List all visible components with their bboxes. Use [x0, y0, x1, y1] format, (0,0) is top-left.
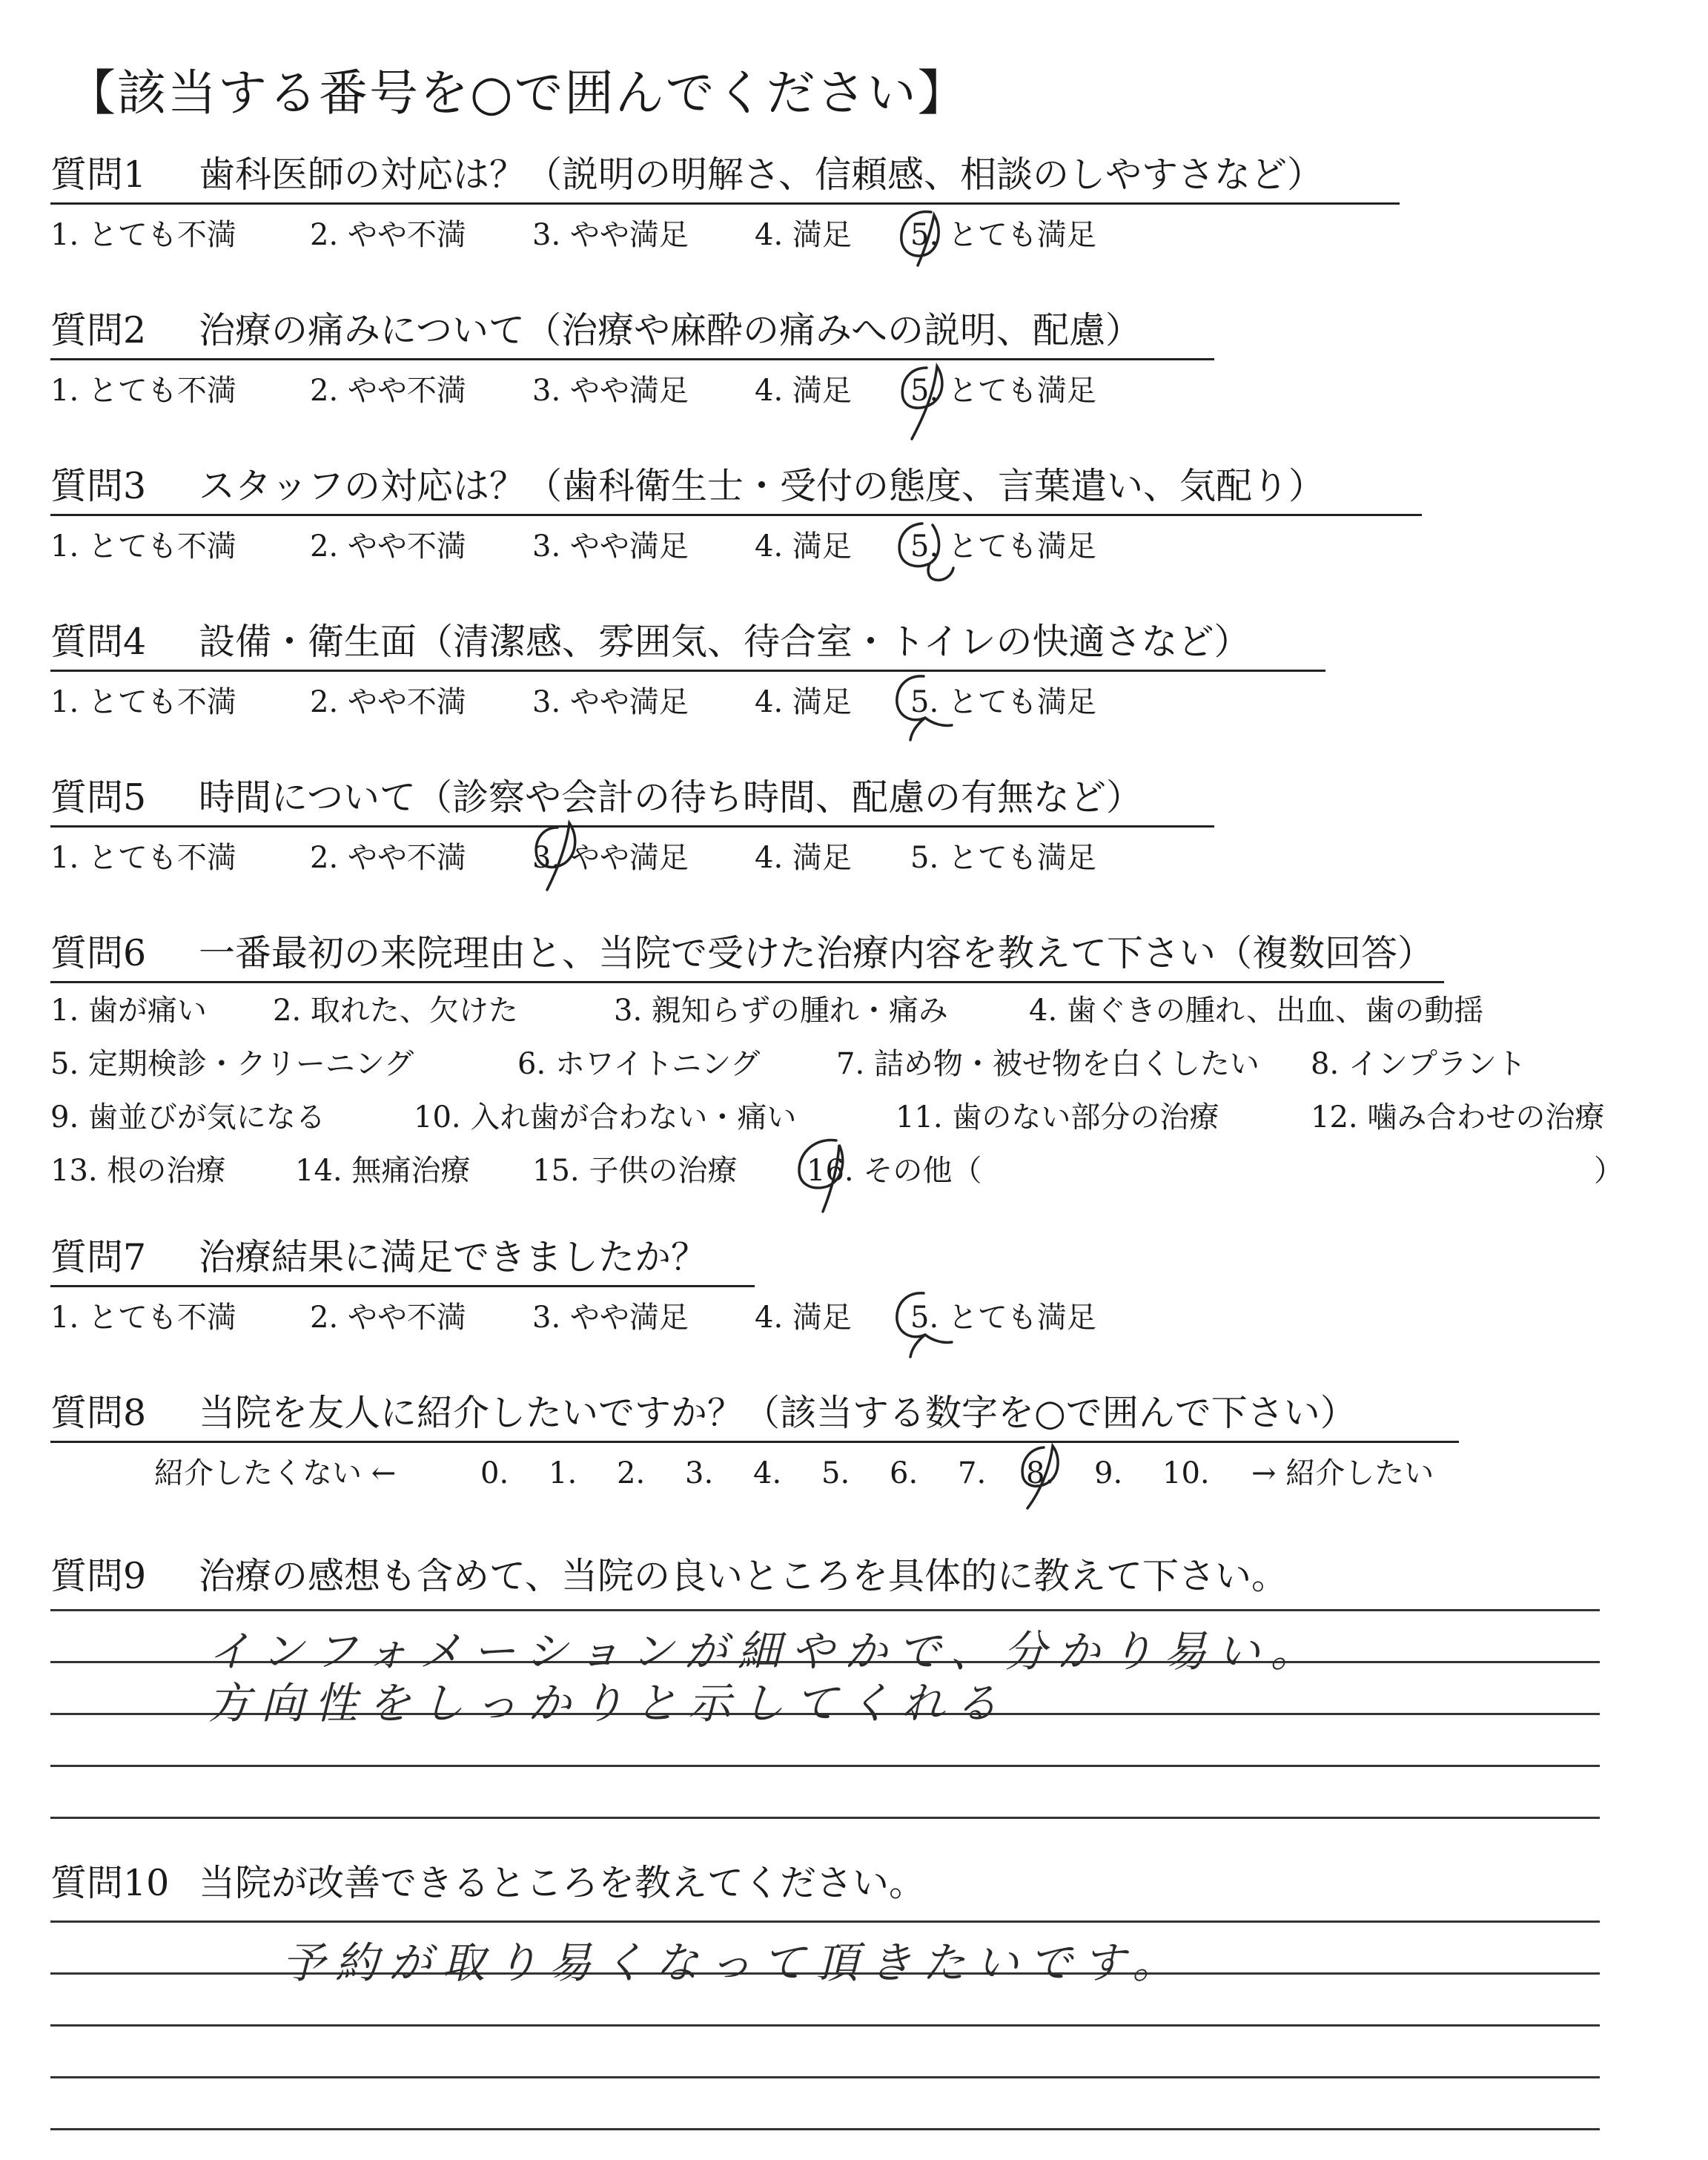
question-8-underline	[50, 1441, 1459, 1443]
question-1-heading	[50, 153, 1323, 197]
q6-row-3	[50, 1099, 1666, 1136]
q6-option-7[interactable]: 7. 詰め物・被せ物を白くしたい	[836, 1047, 1260, 1081]
q7-option-2[interactable]: 2. やや不満	[310, 1301, 466, 1335]
q6-option-3[interactable]: 3. 親知らずの腫れ・痛み	[614, 994, 948, 1028]
q6-option-12[interactable]: 12. 噛み合わせの治療	[1311, 1100, 1605, 1135]
q8-left-label: 紹介したくない ←	[154, 1456, 397, 1490]
question-1-number: 質問1	[50, 153, 147, 196]
question-5-options	[50, 839, 1237, 876]
q8-option-3[interactable]: 3.	[685, 1456, 714, 1490]
q5-option-2[interactable]: 2. やや不満	[310, 841, 466, 875]
question-8-number: 質問8	[50, 1392, 147, 1434]
q6-option-11[interactable]: 11. 歯のない部分の治療	[896, 1100, 1219, 1135]
question-3-number: 質問3	[50, 465, 147, 507]
q2-option-2[interactable]: 2. やや不満	[310, 374, 466, 408]
q8-option-9[interactable]: 9.	[1094, 1456, 1123, 1490]
question-4-text: 設備・衛生面（清潔感、雰囲気、待合室・トイレの快適さなど）	[199, 621, 1251, 663]
q10-answer-line-3	[50, 2024, 1600, 2027]
q10-answer-line-4	[50, 2076, 1600, 2078]
question-3-underline	[50, 514, 1422, 516]
q3-option-4[interactable]: 4. 満足	[755, 529, 852, 564]
q6-row-1	[50, 992, 1666, 1029]
question-3-heading	[50, 464, 1325, 509]
question-4-heading	[50, 620, 1251, 664]
q8-option-4[interactable]: 4.	[753, 1456, 782, 1490]
q8-right-label: → 紹介したい	[1251, 1456, 1434, 1490]
question-1-options	[50, 217, 1237, 254]
q4-option-2[interactable]: 2. やや不満	[310, 685, 466, 719]
question-5-heading	[50, 776, 1142, 820]
q10-answer-line-5	[50, 2128, 1600, 2130]
question-2-text: 治療の痛みについて（治療や麻酔の痛みへの説明、配慮）	[199, 309, 1142, 351]
page-title: 【該当する番号を○で囲んでください】	[67, 65, 968, 122]
q8-option-0[interactable]: 0.	[480, 1456, 509, 1490]
question-4-options	[50, 684, 1237, 721]
q1-option-1[interactable]: 1. とても不満	[50, 218, 236, 252]
question-9-text: 治療の感想も含めて、当院の良いところを具体的に教えて下さい。	[199, 1555, 1288, 1597]
q6-option-9[interactable]: 9. 歯並びが気になる	[50, 1100, 325, 1135]
q9-handwritten-answer-2: 方向性をしっかりと示してくれる	[208, 1678, 1009, 1728]
q3-option-2[interactable]: 2. やや不満	[310, 529, 466, 564]
q10-handwritten-answer-1: 予約が取り易くなって頂きたいです。	[282, 1938, 1186, 1988]
question-7-number: 質問7	[50, 1236, 147, 1278]
q6-option-15[interactable]: 15. 子供の治療	[532, 1154, 738, 1188]
q6-option-14[interactable]: 14. 無痛治療	[295, 1154, 471, 1188]
q7-option-1[interactable]: 1. とても不満	[50, 1301, 236, 1335]
q8-option-8[interactable]: 8.	[1026, 1456, 1055, 1490]
q1-option-2[interactable]: 2. やや不満	[310, 218, 466, 252]
question-2-heading	[50, 308, 1142, 353]
q5-option-3[interactable]: 3. やや満足	[532, 841, 689, 875]
q4-option-5[interactable]: 5. とても満足	[910, 685, 1096, 719]
question-9-heading	[50, 1554, 1288, 1599]
q4-option-3[interactable]: 3. やや満足	[532, 685, 689, 719]
question-4-underline	[50, 670, 1325, 672]
q6-option-13[interactable]: 13. 根の治療	[50, 1154, 226, 1188]
question-10-number: 質問10	[50, 1862, 170, 1904]
question-5-underline	[50, 825, 1214, 828]
question-7-options	[50, 1299, 1237, 1336]
question-3-options	[50, 528, 1237, 565]
q10-answer-line-1	[50, 1920, 1600, 1923]
q2-option-1[interactable]: 1. とても不満	[50, 374, 236, 408]
question-1-text: 歯科医師の対応は？（説明の明解さ、信頼感、相談のしやすさなど）	[199, 153, 1324, 196]
question-8-heading	[50, 1391, 1357, 1436]
question-6-number: 質問6	[50, 932, 147, 974]
question-9-number: 質問9	[50, 1555, 147, 1597]
q8-option-10[interactable]: 10.	[1162, 1456, 1210, 1490]
q1-option-5[interactable]: 5. とても満足	[910, 218, 1096, 252]
question-10-heading	[50, 1861, 925, 1906]
q7-option-3[interactable]: 3. やや満足	[532, 1301, 689, 1335]
q6-other-close-paren: ）	[1594, 1154, 1623, 1188]
q6-option-2[interactable]: 2. 取れた、欠けた	[273, 994, 518, 1028]
q3-option-3[interactable]: 3. やや満足	[532, 529, 689, 564]
q3-option-5[interactable]: 5. とても満足	[910, 529, 1096, 564]
q9-answer-line-1	[50, 1609, 1600, 1611]
question-6-underline	[50, 981, 1444, 983]
question-5-number: 質問5	[50, 776, 147, 819]
question-8-scale	[50, 1455, 1607, 1492]
question-2-options	[50, 372, 1237, 409]
q6-option-16[interactable]: 16. その他（	[807, 1154, 982, 1188]
q8-option-5[interactable]: 5.	[821, 1456, 850, 1490]
question-2-underline	[50, 358, 1214, 360]
question-4-number: 質問4	[50, 621, 147, 663]
question-7-heading	[50, 1235, 707, 1280]
q1-option-3[interactable]: 3. やや満足	[532, 218, 689, 252]
q8-option-6[interactable]: 6.	[890, 1456, 918, 1490]
q3-option-1[interactable]: 1. とても不満	[50, 529, 236, 564]
q2-option-4[interactable]: 4. 満足	[755, 374, 852, 408]
q6-option-6[interactable]: 6. ホワイトニング	[517, 1047, 761, 1081]
q2-option-5[interactable]: 5. とても満足	[910, 374, 1096, 408]
q6-option-5[interactable]: 5. 定期検診・クリーニング	[50, 1047, 414, 1081]
q9-answer-line-5	[50, 1817, 1600, 1819]
question-8-text: 当院を友人に紹介したいですか？（該当する数字を○で囲んで下さい）	[199, 1392, 1357, 1434]
q6-option-4[interactable]: 4. 歯ぐきの腫れ、出血、歯の動揺	[1029, 994, 1484, 1028]
question-1-underline	[50, 202, 1400, 205]
q7-option-4[interactable]: 4. 満足	[755, 1301, 852, 1335]
q4-option-4[interactable]: 4. 満足	[755, 685, 852, 719]
q7-option-5[interactable]: 5. とても満足	[910, 1301, 1096, 1335]
q6-row-2	[50, 1046, 1666, 1083]
q5-option-1[interactable]: 1. とても不満	[50, 841, 236, 875]
q1-option-4[interactable]: 4. 満足	[755, 218, 852, 252]
question-6-heading	[50, 931, 1434, 976]
q4-option-1[interactable]: 1. とても不満	[50, 685, 236, 719]
q5-option-5[interactable]: 5. とても満足	[910, 841, 1096, 875]
q6-option-1[interactable]: 1. 歯が痛い	[50, 994, 207, 1028]
question-2-number: 質問2	[50, 309, 147, 351]
question-7-text: 治療結果に満足できましたか？	[199, 1236, 708, 1278]
q6-option-8[interactable]: 8. インプラント	[1311, 1047, 1526, 1081]
q2-option-3[interactable]: 3. やや満足	[532, 374, 689, 408]
q9-answer-line-4	[50, 1765, 1600, 1767]
question-3-text: スタッフの対応は？（歯科衛生士・受付の態度、言葉遣い、気配り）	[199, 465, 1325, 507]
question-5-text: 時間について（診察や会計の待ち時間、配慮の有無など）	[199, 776, 1143, 819]
q9-handwritten-answer-1: インフォメーションが細やかで、分かり易い。	[208, 1626, 1324, 1677]
question-6-text: 一番最初の来院理由と、当院で受けた治療内容を教えて下さい（複数回答）	[199, 932, 1434, 974]
q8-option-2[interactable]: 2.	[617, 1456, 646, 1490]
question-7-underline	[50, 1285, 755, 1287]
question-10-text: 当院が改善できるところを教えてください。	[199, 1862, 926, 1904]
q6-option-10[interactable]: 10. 入れ歯が合わない・痛い	[414, 1100, 797, 1135]
q8-option-1[interactable]: 1.	[549, 1456, 577, 1490]
q5-option-4[interactable]: 4. 満足	[755, 841, 852, 875]
q6-row-4	[50, 1152, 1666, 1189]
q8-option-7[interactable]: 7.	[958, 1456, 987, 1490]
